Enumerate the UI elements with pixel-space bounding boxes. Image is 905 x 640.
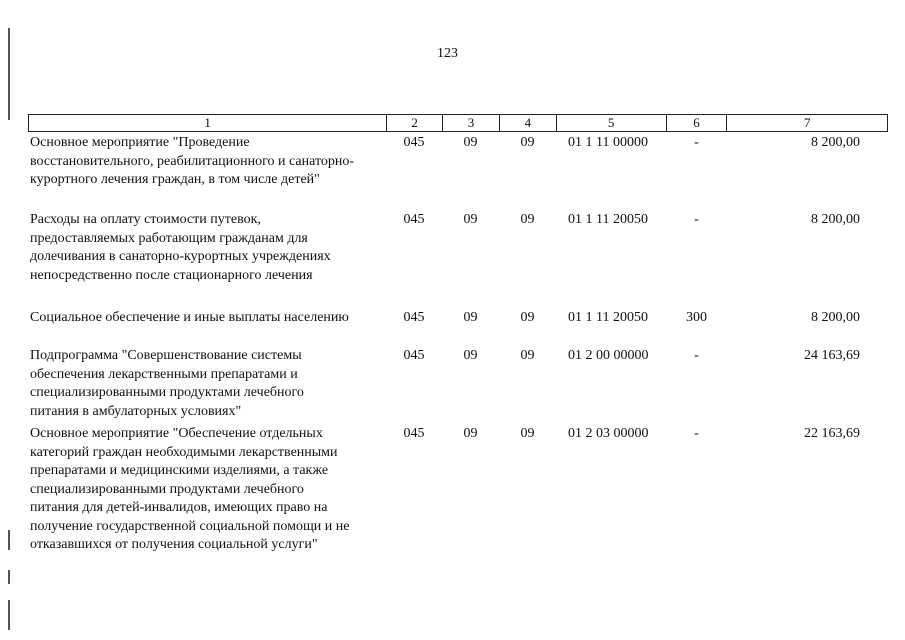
subsection-code: 09 <box>520 348 535 363</box>
table-row <box>28 347 888 425</box>
target-article-code: 01 1 11 20050 <box>568 212 648 227</box>
subsection-code: 09 <box>520 212 535 227</box>
target-article-code: 01 2 00 00000 <box>568 348 649 363</box>
table-row <box>28 134 888 211</box>
scan-edge-mark <box>8 600 10 630</box>
scan-edge-mark <box>8 530 10 550</box>
dept-code: 045 <box>403 348 425 363</box>
header-cell: 3 <box>442 115 499 131</box>
table-row <box>28 309 888 347</box>
table-row <box>28 211 888 309</box>
expense-type-code: - <box>694 426 699 441</box>
expense-type-code: - <box>694 212 699 227</box>
row-name: Социальное обеспечение и иные выплаты населению <box>30 310 349 325</box>
expense-type-code: 300 <box>686 310 707 325</box>
table-header <box>28 114 888 132</box>
expense-type-code: - <box>694 135 699 150</box>
section-code: 09 <box>463 310 478 325</box>
subsection-code: 09 <box>520 135 535 150</box>
target-article-code: 01 1 11 20050 <box>568 310 648 325</box>
target-article-code: 01 2 03 00000 <box>568 426 649 441</box>
header-cell: 2 <box>386 115 442 131</box>
expense-type-code: - <box>694 348 699 363</box>
row-name: Основное мероприятие "Обеспечение отдельных категорий граждан необходимыми лекарственными препаратами и медицинскими изделиями, а также специализированными продуктами лечебного питания для детей-инвалидов, имеющих право на получение государственной социальной помощи и не отказавшихся от получения социальной услуги" <box>30 426 350 552</box>
section-code: 09 <box>463 348 478 363</box>
header-cell: 7 <box>726 115 887 131</box>
row-name: Основное мероприятие "Проведение восстановительного, реабилитационного и санаторно- курортного лечения граждан, в том числе детей" <box>30 135 355 187</box>
budget-table <box>28 114 888 557</box>
amount: 24 163,69 <box>804 348 860 363</box>
amount: 8 200,00 <box>811 212 860 227</box>
amount: 8 200,00 <box>811 310 860 325</box>
header-cell: 1 <box>204 115 211 130</box>
section-code: 09 <box>463 426 478 441</box>
table-row <box>28 425 888 557</box>
scan-edge-mark <box>8 570 10 584</box>
amount: 22 163,69 <box>804 426 860 441</box>
header-cell: 4 <box>499 115 556 131</box>
amount: 8 200,00 <box>811 135 860 150</box>
subsection-code: 09 <box>520 310 535 325</box>
row-name: Расходы на оплату стоимости путевок, предоставляемых работающим гражданам для долечивания в санаторно-курортных учреждениях непосредственно после стационарного лечения <box>30 212 331 283</box>
header-cell: 6 <box>666 115 727 131</box>
dept-code: 045 <box>403 212 425 227</box>
dept-code: 045 <box>403 310 425 325</box>
row-name: Подпрограмма "Совершенствование системы обеспечения лекарственными препаратами и специализированными продуктами лечебного питания в амбулаторных условиях" <box>30 348 304 419</box>
dept-code: 045 <box>403 135 425 150</box>
subsection-code: 09 <box>520 426 535 441</box>
section-code: 09 <box>463 212 478 227</box>
header-cell: 5 <box>556 115 666 131</box>
dept-code: 045 <box>403 426 425 441</box>
target-article-code: 01 1 11 00000 <box>568 135 648 150</box>
section-code: 09 <box>463 135 478 150</box>
scan-edge-mark <box>8 28 10 120</box>
page-number: 123 <box>437 46 458 61</box>
